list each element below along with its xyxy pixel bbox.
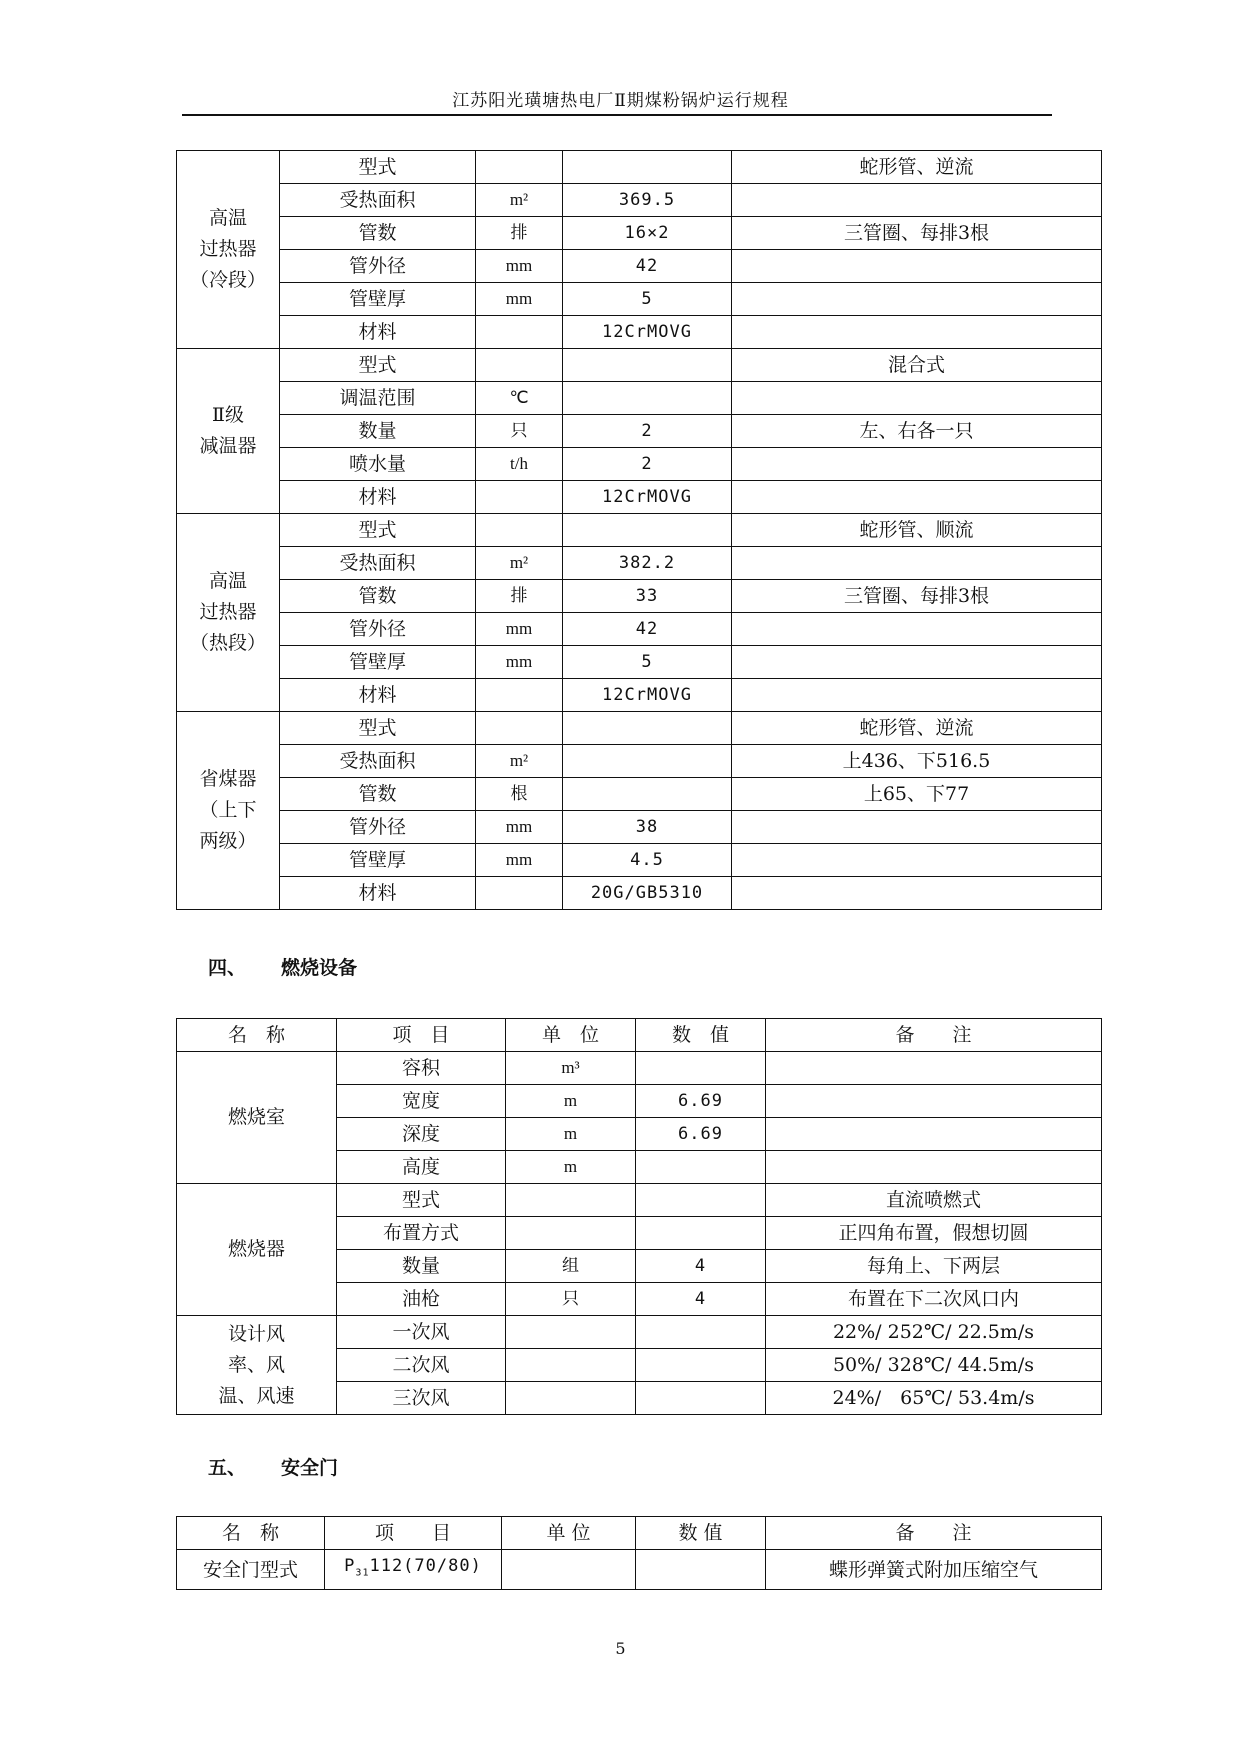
header-value: 数 值: [636, 1517, 766, 1550]
row-item: 受热面积: [280, 745, 476, 778]
table-header-row: [177, 1517, 1102, 1550]
group-name-line: 省煤器: [199, 768, 257, 790]
section-5-number: 五、: [208, 1457, 247, 1479]
group-name: [177, 1052, 337, 1184]
row-item: 容积: [337, 1052, 506, 1085]
row-unit: [476, 481, 563, 514]
group-name-line: （冷段）: [189, 269, 266, 291]
row-value: 6.69: [636, 1118, 766, 1151]
table-row: [177, 679, 1102, 712]
row-item: 一次风: [337, 1316, 506, 1349]
row-note: [732, 646, 1102, 679]
row-value: 5: [563, 646, 732, 679]
table-row: [177, 877, 1102, 910]
group-name-line: Ⅱ级: [212, 404, 244, 426]
header-value: 数 值: [636, 1019, 766, 1052]
row-note: [732, 547, 1102, 580]
row-value: [636, 1349, 766, 1382]
header-rule: [182, 114, 1052, 116]
row-value: [636, 1052, 766, 1085]
row-unit: m: [506, 1151, 636, 1184]
table-row: [177, 811, 1102, 844]
row-item: 数量: [337, 1250, 506, 1283]
row-note: 24%/ 65℃/ 53.4m/s: [766, 1382, 1102, 1415]
row-value: 6.69: [636, 1085, 766, 1118]
row-note: [732, 613, 1102, 646]
row-note: [732, 481, 1102, 514]
row-item: 高度: [337, 1151, 506, 1184]
row-item: 管外径: [280, 613, 476, 646]
row-note: 布置在下二次风口内: [766, 1283, 1102, 1316]
row-value: [636, 1550, 766, 1590]
row-item: 深度: [337, 1118, 506, 1151]
row-unit: [476, 679, 563, 712]
row-note: 左、右各一只: [732, 415, 1102, 448]
table-row: [177, 250, 1102, 283]
row-item: 管壁厚: [280, 283, 476, 316]
row-value: 4.5: [563, 844, 732, 877]
header-name: 名 称: [177, 1517, 325, 1550]
header-unit: 单 位: [506, 1019, 636, 1052]
table-row: [177, 217, 1102, 250]
row-item: 三次风: [337, 1382, 506, 1415]
row-value: 2: [563, 448, 732, 481]
row-unit: m²: [476, 745, 563, 778]
table-row: [177, 613, 1102, 646]
section-5-heading: [208, 1453, 338, 1480]
row-value: 382.2: [563, 547, 732, 580]
row-item: 材料: [280, 679, 476, 712]
group-name: [177, 712, 280, 910]
item-prefix: P: [344, 1556, 356, 1576]
row-item: 二次风: [337, 1349, 506, 1382]
row-note: 蛇形管、逆流: [732, 712, 1102, 745]
section-5-title: 安全门: [281, 1457, 339, 1479]
table-row: [177, 1184, 1102, 1217]
row-note: [732, 250, 1102, 283]
table-row: [177, 712, 1102, 745]
row-value: [636, 1382, 766, 1415]
row-unit: 只: [476, 415, 563, 448]
header-unit: 单 位: [502, 1517, 636, 1550]
section-4-number: 四、: [208, 957, 247, 979]
row-value: 16×2: [563, 217, 732, 250]
row-value: 20G/GB5310: [563, 877, 732, 910]
row-note: [766, 1118, 1102, 1151]
row-unit: [476, 151, 563, 184]
combustion-equipment-table: [176, 1018, 1102, 1415]
row-unit: mm: [476, 250, 563, 283]
group-name-line: 率、风: [227, 1353, 285, 1376]
row-value: 4: [636, 1250, 766, 1283]
row-unit: m²: [476, 547, 563, 580]
table-row: [177, 184, 1102, 217]
row-value: [636, 1184, 766, 1217]
header-note: 备 注: [766, 1019, 1102, 1052]
row-value: [636, 1217, 766, 1250]
row-note: 22%/ 252℃/ 22.5m/s: [766, 1316, 1102, 1349]
group-name-line: 燃烧室: [227, 1106, 285, 1128]
row-unit: [506, 1382, 636, 1415]
row-note: [732, 448, 1102, 481]
table-row: [177, 1052, 1102, 1085]
row-value: 12CrMOVG: [563, 316, 732, 349]
row-unit: 根: [476, 778, 563, 811]
row-note: 直流喷燃式: [766, 1184, 1102, 1217]
group-name-line: 减温器: [199, 435, 257, 457]
row-unit: [502, 1550, 636, 1590]
group-name: [177, 151, 280, 349]
row-value: [563, 151, 732, 184]
row-value: [563, 712, 732, 745]
row-note: 上436、下516.5: [732, 745, 1102, 778]
group-name-line: 高温: [208, 570, 247, 592]
heating-surfaces-table: [176, 150, 1102, 910]
row-item: 管壁厚: [280, 646, 476, 679]
page-header-title: 江苏阳光璜塘热电厂Ⅱ期煤粉锅炉运行规程: [452, 91, 789, 111]
row-value: [636, 1316, 766, 1349]
row-unit: ℃: [476, 382, 563, 415]
row-item: 喷水量: [280, 448, 476, 481]
row-item: 宽度: [337, 1085, 506, 1118]
group-name: [177, 349, 280, 514]
row-item: 管数: [280, 778, 476, 811]
row-value: 369.5: [563, 184, 732, 217]
row-item: 管数: [280, 217, 476, 250]
table-row: [177, 745, 1102, 778]
row-note: 蝶形弹簧式附加压缩空气: [766, 1550, 1102, 1590]
table-row: [177, 547, 1102, 580]
row-value: 33: [563, 580, 732, 613]
row-item: 管外径: [280, 250, 476, 283]
group-name: [177, 1316, 337, 1415]
table-row: [177, 1316, 1102, 1349]
row-unit: t/h: [476, 448, 563, 481]
row-value: [563, 778, 732, 811]
row-item: 型式: [280, 151, 476, 184]
row-note: [766, 1151, 1102, 1184]
table-row: [177, 151, 1102, 184]
table-row: [177, 580, 1102, 613]
row-item: 材料: [280, 481, 476, 514]
row-value: 12CrMOVG: [563, 481, 732, 514]
group-name: [177, 1184, 337, 1316]
group-name-line: 高温: [208, 207, 247, 229]
row-note: 三管圈、每排3根: [732, 217, 1102, 250]
row-note: 蛇形管、顺流: [732, 514, 1102, 547]
row-item: 型式: [280, 514, 476, 547]
row-unit: mm: [476, 646, 563, 679]
row-unit: [476, 316, 563, 349]
row-item: 管外径: [280, 811, 476, 844]
row-item: 管数: [280, 580, 476, 613]
row-unit: 排: [476, 217, 563, 250]
group-name-line: （上下: [199, 799, 257, 821]
table-row: [177, 448, 1102, 481]
row-note: 混合式: [732, 349, 1102, 382]
table-row: [177, 283, 1102, 316]
row-value: [563, 382, 732, 415]
header-note: 备 注: [766, 1517, 1102, 1550]
row-note: 蛇形管、逆流: [732, 151, 1102, 184]
row-value: 2: [563, 415, 732, 448]
group-name-line: 设计风: [227, 1322, 285, 1345]
row-unit: mm: [476, 613, 563, 646]
row-item: [325, 1550, 502, 1590]
row-unit: mm: [476, 811, 563, 844]
row-value: 42: [563, 613, 732, 646]
row-value: 12CrMOVG: [563, 679, 732, 712]
row-note: 上65、下77: [732, 778, 1102, 811]
table-row: [177, 316, 1102, 349]
header-name: 名 称: [177, 1019, 337, 1052]
row-item: 数量: [280, 415, 476, 448]
row-unit: [476, 877, 563, 910]
row-unit: [476, 514, 563, 547]
row-unit: [506, 1217, 636, 1250]
row-unit: [476, 712, 563, 745]
table-row: [177, 481, 1102, 514]
row-item: 布置方式: [337, 1217, 506, 1250]
row-item: 调温范围: [280, 382, 476, 415]
row-note: [732, 877, 1102, 910]
row-unit: mm: [476, 844, 563, 877]
row-value: [636, 1151, 766, 1184]
table-row: [177, 778, 1102, 811]
row-unit: [476, 349, 563, 382]
row-note: 50%/ 328℃/ 44.5m/s: [766, 1349, 1102, 1382]
row-item: 受热面积: [280, 184, 476, 217]
group-name-line: 过热器: [199, 238, 257, 260]
table-row: [177, 382, 1102, 415]
header-item: 项 目: [325, 1517, 502, 1550]
row-item: 管壁厚: [280, 844, 476, 877]
row-note: [732, 316, 1102, 349]
row-unit: m: [506, 1118, 636, 1151]
section-4-heading: [208, 953, 357, 980]
row-unit: 排: [476, 580, 563, 613]
row-value: 4: [636, 1283, 766, 1316]
row-name: 安全门型式: [177, 1550, 325, 1590]
row-value: [563, 349, 732, 382]
row-item: 油枪: [337, 1283, 506, 1316]
row-note: [732, 184, 1102, 217]
page-number: 5: [615, 1639, 626, 1658]
row-note: 正四角布置，假想切圆: [766, 1217, 1102, 1250]
row-value: [563, 514, 732, 547]
group-name-line: 燃烧器: [227, 1238, 285, 1260]
row-value: 5: [563, 283, 732, 316]
row-value: 38: [563, 811, 732, 844]
row-unit: 组: [506, 1250, 636, 1283]
row-note: 每角上、下两层: [766, 1250, 1102, 1283]
row-item: 型式: [280, 712, 476, 745]
row-note: [732, 844, 1102, 877]
row-value: 42: [563, 250, 732, 283]
group-name-line: 两级）: [199, 830, 257, 852]
row-item: 受热面积: [280, 547, 476, 580]
row-unit: [506, 1184, 636, 1217]
row-unit: m²: [476, 184, 563, 217]
table-row: [177, 415, 1102, 448]
row-unit: m: [506, 1085, 636, 1118]
row-note: [766, 1085, 1102, 1118]
header-item: 项 目: [337, 1019, 506, 1052]
safety-valve-table: [176, 1516, 1102, 1590]
row-unit: [506, 1316, 636, 1349]
row-unit: mm: [476, 283, 563, 316]
row-note: [766, 1052, 1102, 1085]
row-note: [732, 382, 1102, 415]
row-item: 型式: [280, 349, 476, 382]
group-name-line: 温、风速: [218, 1384, 295, 1407]
row-note: 三管圈、每排3根: [732, 580, 1102, 613]
section-4-title: 燃烧设备: [281, 957, 358, 979]
table-row: [177, 646, 1102, 679]
table-row: [177, 844, 1102, 877]
row-unit: 只: [506, 1283, 636, 1316]
row-unit: m³: [506, 1052, 636, 1085]
group-name-line: 过热器: [199, 601, 257, 623]
group-name: [177, 514, 280, 712]
table-row: [177, 349, 1102, 382]
row-note: [732, 283, 1102, 316]
table-row: [177, 514, 1102, 547]
row-note: [732, 679, 1102, 712]
row-item: 型式: [337, 1184, 506, 1217]
group-name-line: （热段）: [189, 632, 266, 654]
item-subscript: 31: [355, 1567, 370, 1579]
row-value: [563, 745, 732, 778]
row-item: 材料: [280, 877, 476, 910]
row-unit: [506, 1349, 636, 1382]
row-item: 材料: [280, 316, 476, 349]
table-row: [177, 1550, 1102, 1590]
row-note: [732, 811, 1102, 844]
table-header-row: [177, 1019, 1102, 1052]
item-main: 112(70/80): [369, 1556, 482, 1576]
